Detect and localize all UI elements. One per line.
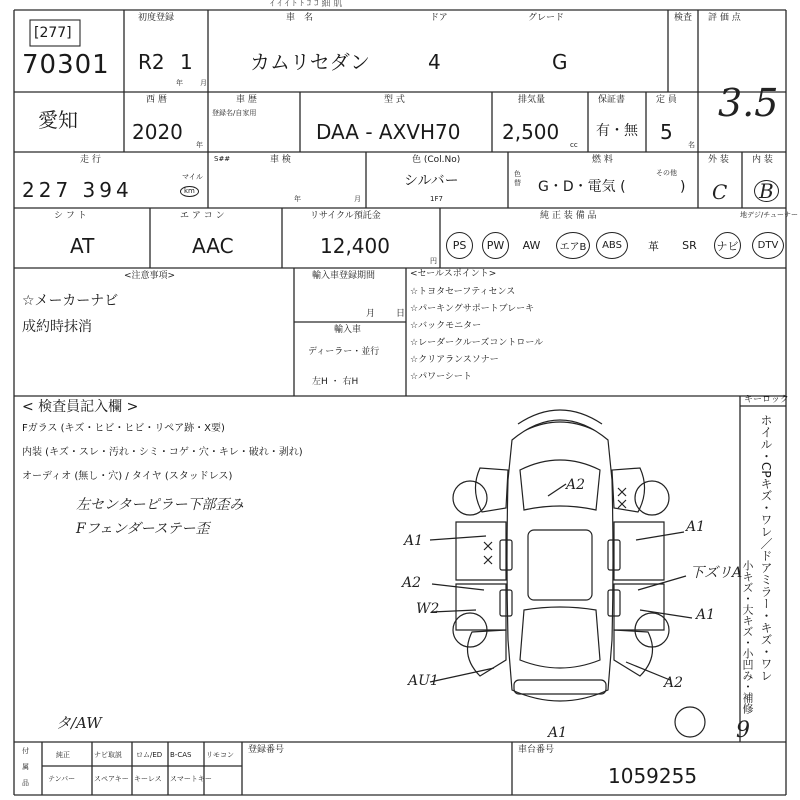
interior-grade: B: [754, 180, 779, 202]
sales-point-2: ☆パーキングサポートブレーキ: [410, 304, 535, 314]
notes-line-1: ☆メーカーナビ: [22, 293, 119, 309]
mileage-unit-km: km: [180, 186, 199, 197]
color-label: 色 (Col.No): [412, 155, 461, 165]
chassis-number: 1059255: [608, 764, 698, 788]
mark-left-rear-door: W2: [416, 601, 440, 617]
footer-left-3: 品: [22, 779, 29, 787]
recycle-label: リサイクル預託金: [310, 211, 381, 221]
footer-temper: テンパー: [48, 775, 76, 783]
mileage-unit-mile: マイル: [182, 173, 203, 181]
mark-right-front: A1: [686, 519, 706, 535]
notes-line-2: 成約時抹消: [22, 319, 92, 335]
chassis-label: 車台番号: [518, 745, 555, 755]
fuel-close: ): [680, 179, 686, 195]
registration-number-label: 登録番号: [248, 745, 285, 755]
equipment-sub: 地デジ/チューナー: [740, 211, 799, 219]
sales-point-1: ☆トヨタセーフティセンス: [410, 287, 516, 297]
model-year: 2020: [132, 120, 183, 144]
lot-bracket-number: [277]: [34, 25, 72, 41]
side-vertical-damage: ホイル・CPキズ・ワレ／ドアミラー・キズ・ワレ: [759, 414, 773, 682]
year-label: 西 暦: [146, 95, 167, 105]
equip-leather: 革: [648, 239, 659, 253]
capacity: 5: [660, 120, 673, 144]
sales-point-5: ☆クリアランスソナー: [410, 355, 499, 365]
equip-abs: ABS: [596, 232, 628, 259]
car-name-label: 車 名: [286, 13, 314, 23]
inspector-handwritten-1: 左センターピラー下部歪み: [76, 497, 244, 513]
fuel: G・D・電気 (: [538, 179, 626, 195]
mark-left-front: A1: [404, 533, 424, 549]
mark-right-rocker: 下ズリA: [690, 565, 743, 581]
history-label: 車 歴: [236, 95, 257, 105]
key-lock-label: キーロック: [744, 395, 789, 405]
steering: 左H ・ 右H: [312, 377, 359, 387]
score-label: 評 価 点: [708, 13, 741, 23]
footer-remote: リモコン: [206, 751, 234, 759]
inspector-audio-tire: オーディオ (無し・穴) / タイヤ (スタッドレス): [22, 471, 233, 482]
mark-left-door: A2: [402, 575, 422, 591]
sales-point-4: ☆レーダークルーズコントロール: [410, 338, 544, 348]
footer-rom: ロム/ED: [136, 751, 163, 759]
door-count: 4: [428, 50, 441, 74]
color: シルバー: [404, 173, 459, 189]
side-corner-mark: 9: [736, 718, 750, 743]
registration-month-mark: 月: [200, 79, 207, 87]
footer-smart-key: スマートキー: [170, 775, 212, 783]
import-day-mark: 日: [396, 309, 406, 319]
ac-label: エ ア コ ン: [180, 211, 225, 221]
header-title-fragment: ｲ ｲ ｲ ﾄ ﾄ ｺ ｺ 細 肌: [270, 0, 343, 9]
equip-airbag: エアB: [556, 232, 590, 259]
footer-left-1: 付: [22, 747, 29, 755]
shaken-year-mark: 年: [294, 195, 301, 203]
inspector-handwritten-2: Fフェンダーステー歪: [76, 521, 210, 537]
footer-spare-key: スペアキー: [94, 775, 129, 783]
equip-ps: PS: [446, 232, 473, 259]
inspector-interior: 内装 (キズ・スレ・汚れ・シミ・コゲ・穴・キレ・破れ・剥れ): [22, 447, 303, 458]
displacement: 2,500: [502, 120, 560, 144]
model-year-unit: 年: [196, 141, 203, 149]
equip-aw: AW: [522, 239, 541, 252]
capacity-label: 定 員: [656, 95, 677, 105]
grade: G: [552, 50, 568, 74]
interior-label: 内 装: [752, 155, 773, 165]
inspector-label: < 検査員記入欄 >: [22, 399, 139, 415]
displacement-label: 排気量: [518, 95, 546, 105]
footer-left-2: 属: [22, 763, 29, 771]
katashiki-label: 型 式: [384, 95, 405, 105]
import-label: 輸入車: [334, 325, 362, 335]
ac: AAC: [192, 234, 234, 258]
score: 3.5: [718, 81, 779, 125]
history-sub: 登録名/自家用: [212, 109, 257, 117]
equip-sunroof: SR: [682, 239, 697, 252]
color-change-label: 色替: [514, 170, 521, 188]
shift: AT: [70, 234, 95, 258]
registration-month: 1: [180, 50, 193, 74]
lot-number: 70301: [22, 50, 110, 80]
exterior-grade: C: [712, 180, 728, 204]
import-type: ディーラー・並行: [308, 347, 380, 357]
registration-year-mark: 年: [176, 79, 183, 87]
registration-label: 初度登録: [138, 13, 175, 23]
mark-rear: A1: [548, 725, 568, 741]
door-label: ドア: [430, 13, 448, 23]
footer-genuine: 純正: [56, 751, 70, 759]
registration-era: R2: [138, 50, 165, 74]
equipment-label: 純 正 装 備 品: [540, 211, 597, 221]
mileage: 227 394: [22, 178, 133, 202]
displacement-unit: cc: [570, 141, 578, 149]
recycle-fee: 12,400: [320, 234, 390, 258]
footer-navi-manual: ナビ取説: [94, 751, 122, 759]
equip-pw: PW: [482, 232, 509, 259]
car-name: カムリセダン: [250, 50, 370, 74]
inspector-fglass: Fガラス (キズ・ヒビ・ヒビ・リペア跡・X要): [22, 423, 225, 434]
capacity-unit: 名: [688, 141, 695, 149]
color-code: 1F7: [430, 195, 443, 203]
region: 愛知: [38, 108, 78, 132]
sales-point-3: ☆バックモニター: [410, 321, 482, 331]
exterior-label: 外 装: [708, 155, 729, 165]
import-month-mark: 月: [366, 309, 376, 319]
shaken-month-mark: 月: [354, 195, 361, 203]
inspector-bottom-mark: タ/AW: [56, 714, 102, 732]
side-vertical-scale: 小キズ・大キズ・小凹み・補修: [741, 560, 754, 714]
fuel-label: 燃 料: [592, 155, 613, 165]
inspection-label: 検査: [674, 13, 693, 23]
footer-keyless: キーレス: [134, 775, 162, 783]
warranty-label: 保証書: [598, 95, 626, 105]
mark-rear-quarter: A2: [664, 675, 684, 691]
notes-label: <注意事項>: [124, 271, 176, 281]
mark-right-rear: A1: [696, 607, 716, 623]
mark-hood: A2: [566, 477, 586, 493]
equip-navi: ナビ: [714, 232, 741, 259]
shaken-sub: S##: [214, 155, 231, 163]
warranty: 有・無: [596, 123, 638, 139]
shaken-label: 車 検: [270, 155, 291, 165]
footer-bcas: B-CAS: [170, 751, 192, 759]
import-expiry-label: 輸入車登録期間: [312, 271, 376, 281]
recycle-yen: 円: [430, 257, 437, 265]
mileage-label: 走 行: [80, 155, 101, 165]
equip-dtv: DTV: [752, 232, 784, 259]
grade-label: グレード: [528, 13, 565, 23]
sales-point-6: ☆パワーシート: [410, 372, 472, 382]
shift-label: シ フ ト: [54, 211, 87, 221]
mark-left-quarter: AU1: [408, 673, 439, 689]
fuel-other-label: その他: [656, 169, 677, 177]
sales-points-label: <セールスポイント>: [410, 269, 497, 279]
katashiki: DAA - AXVH70: [316, 120, 461, 144]
